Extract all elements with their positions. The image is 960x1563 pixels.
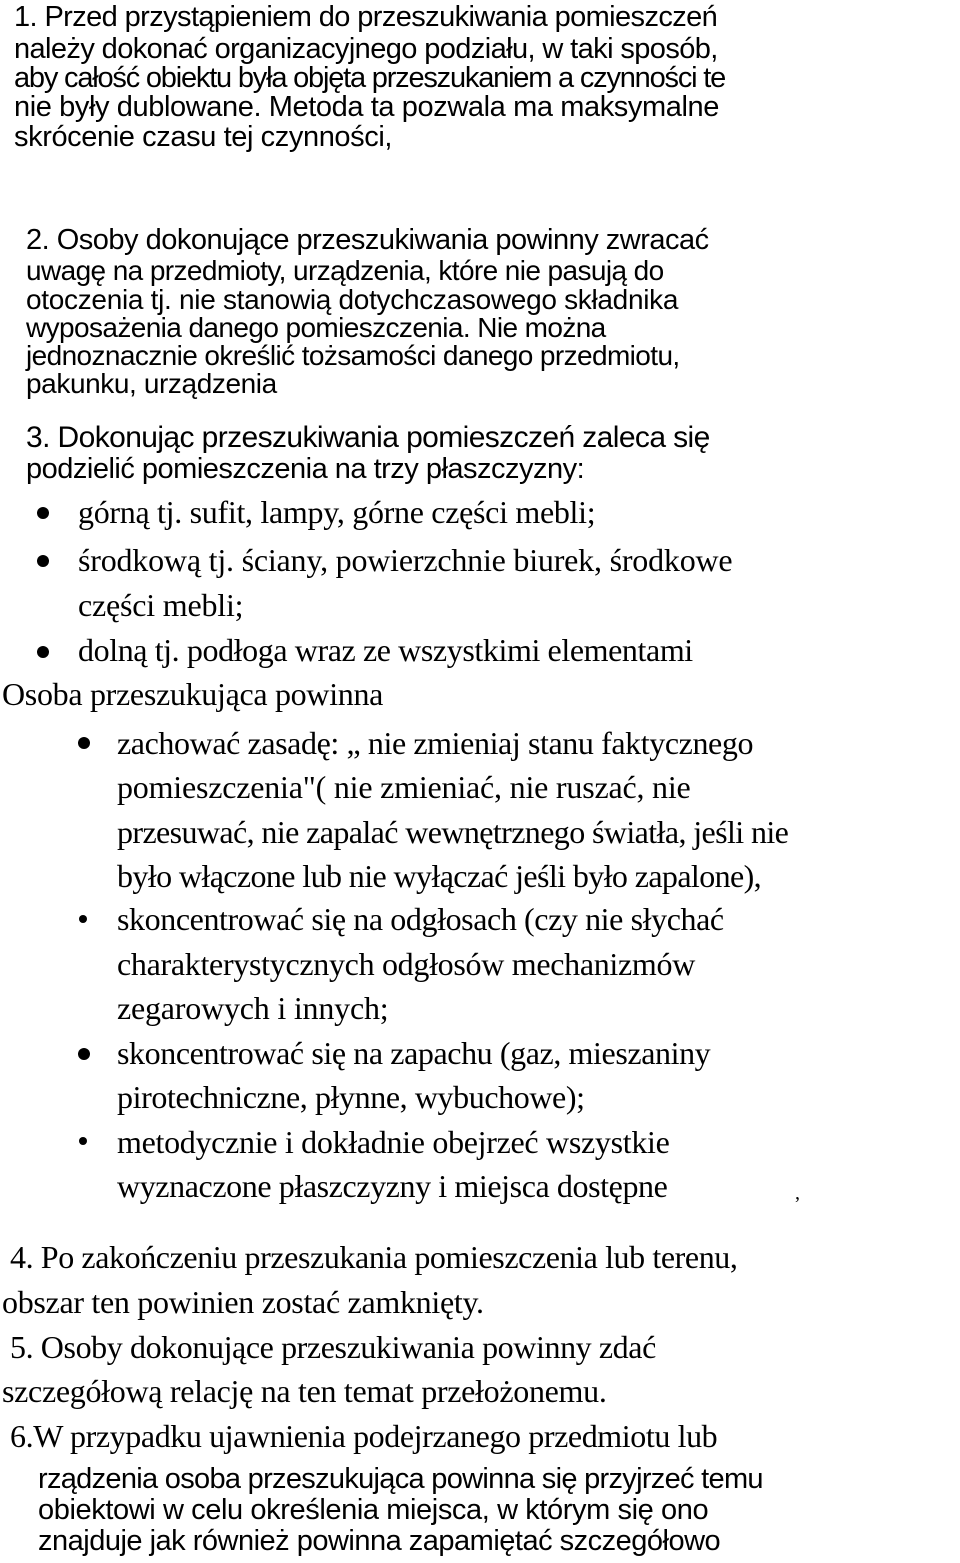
text-line: nie były dublowane. Metoda ta pozwala ma maksymalne <box>14 91 719 123</box>
text-line: podzielić pomieszczenia na trzy płaszczyzny: <box>26 453 585 485</box>
list-item: środkową tj. ściany, powierzchnie biurek, środkowe <box>78 542 733 578</box>
list-item: skoncentrować się na odgłosach (czy nie słychać <box>117 901 724 937</box>
text-line: aby całość obiektu była objęta przeszukaniem a czynności te <box>14 62 726 94</box>
list-item-continuation: przesuwać, nie zapalać wewnętrznego światła, jeśli nie <box>117 814 789 850</box>
list-item-continuation: wyznaczone płaszczyzny i miejsca dostępne <box>117 1168 668 1204</box>
text-line: jednoznacznie określić tożsamości danego przedmiotu, <box>26 340 680 371</box>
text-line: 4. Po zakończeniu przeszukania pomieszczenia lub terenu, <box>10 1239 738 1275</box>
list-item: metodycznie i dokładnie obejrzeć wszystkie <box>117 1124 670 1160</box>
text-line: obiektowi w celu określenia miejsca, w którym się ono <box>38 1494 709 1526</box>
bullet-icon <box>79 915 87 923</box>
list-item: zachować zasadę: „ nie zmieniaj stanu faktycznego <box>117 725 754 761</box>
list-item-continuation: zegarowych i innych; <box>117 990 389 1026</box>
text-line: 3. Dokonując przeszukiwania pomieszczeń zaleca się <box>26 421 710 454</box>
text-line: szczegółową relację na ten temat przełożonemu. <box>2 1373 607 1409</box>
list-item: górną tj. sufit, lampy, górne części mebli; <box>78 494 596 530</box>
text-line: 1. Przed przystąpieniem do przeszukiwania pomieszczeń <box>14 1 718 33</box>
text-line: wyposażenia danego pomieszczenia. Nie można <box>26 312 606 343</box>
list-item-continuation: pomieszczenia"( nie zmieniać, nie ruszać, nie <box>117 769 691 805</box>
text-line: należy dokonać organizacyjnego podziału, w taki sposób, <box>14 33 718 65</box>
list-item-continuation: charakterystycznych odgłosów mechanizmów <box>117 946 696 982</box>
text-line: 2. Osoby dokonujące przeszukiwania powinny zwracać <box>26 224 709 256</box>
list-item-continuation: było włączone lub nie wyłączać jeśli było zapalone), <box>117 858 762 894</box>
trailing-comma: , <box>795 1182 800 1204</box>
section-heading: Osoba przeszukująca powinna <box>2 676 384 712</box>
text-line: uwagę na przedmioty, urządzenia, które nie pasują do <box>26 255 664 286</box>
list-item: skoncentrować się na zapachu (gaz, mieszaniny <box>117 1035 711 1071</box>
text-line: 5. Osoby dokonujące przeszukiwania powinny zdać <box>10 1329 656 1365</box>
text-line: znajduje jak również powinna zapamiętać szczegółowo <box>38 1525 721 1557</box>
bullet-icon <box>78 737 90 749</box>
text-line: otoczenia tj. nie stanowią dotychczasowego składnika <box>26 284 679 315</box>
list-item-continuation: części mebli; <box>78 587 244 623</box>
list-item-continuation: pirotechniczne, płynne, wybuchowe); <box>117 1079 585 1115</box>
text-line: pakunku, urządzenia <box>26 368 277 399</box>
bullet-icon <box>37 507 49 519</box>
text-line: obszar ten powinien zostać zamknięty. <box>2 1284 484 1320</box>
list-item: dolną tj. podłoga wraz ze wszystkimi elementami <box>78 632 693 668</box>
text-line: skrócenie czasu tej czynności, <box>14 121 393 153</box>
bullet-icon <box>78 1048 90 1060</box>
bullet-icon <box>79 1137 87 1145</box>
bullet-icon <box>37 555 49 567</box>
bullet-icon <box>37 646 49 658</box>
text-line: 6.W przypadku ujawnienia podejrzanego przedmiotu lub <box>10 1418 718 1454</box>
text-line: rządzenia osoba przeszukująca powinna się przyjrzeć temu <box>38 1463 763 1495</box>
